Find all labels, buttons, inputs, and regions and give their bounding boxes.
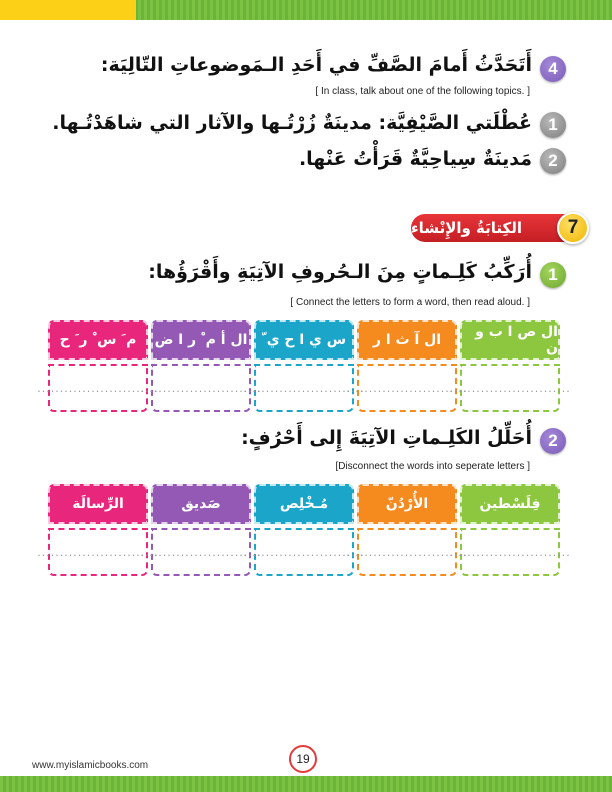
card-word: مُـخْلِص [254, 484, 354, 524]
exercise-instruction-english: [ Connect the letters to form a word, then read aloud. ] [290, 297, 530, 308]
topic-number-badge: 1 [540, 112, 566, 138]
answer-field[interactable]: ........................... [357, 528, 457, 576]
answer-field[interactable]: ........................... [254, 528, 354, 576]
word-card [346, 484, 468, 578]
letter-card [449, 320, 571, 414]
answer-field[interactable]: ........................... [48, 528, 148, 576]
task-instruction-arabic: أَتَحَدَّثُ أَمامَ الصَّفِّ في أَحَدِ الـمَوضوعاتِ التّالِيَة: [100, 54, 532, 76]
topic-text: مَدينَةٌ سِياحِيَّةٌ قَرَأْتُ عَنْها. [298, 148, 532, 170]
answer-field[interactable]: ........................... [254, 364, 354, 412]
card-letters: ال آ ث ا ر [357, 320, 457, 360]
answer-field[interactable]: ........................... [151, 528, 251, 576]
answer-field[interactable]: ........................... [48, 364, 148, 412]
topic-number-badge: 2 [540, 148, 566, 174]
card-word: صَديق [151, 484, 251, 524]
word-card [37, 484, 159, 578]
letter-card [140, 320, 262, 414]
exercise-instruction-arabic: أُرَكِّبُ كَلِـماتٍ مِنَ الـحُروفِ الآتِيَةِ وأَقْرَؤُها: [148, 261, 532, 283]
card-word: الرِّسالَة [48, 484, 148, 524]
card-letters: ال ص ا ب و ن [460, 320, 560, 360]
card-letters: ال أ م ْ ر ا ض [151, 320, 251, 360]
exercise-instruction-arabic: أُحَلِّلُ الكَلِـماتِ الآتِيَةَ إِلى أَحْرُفٍ: [241, 427, 532, 449]
answer-field[interactable]: ........................... [151, 364, 251, 412]
section-title-pill [411, 214, 571, 242]
task-number-badge: 4 [540, 56, 566, 82]
word-card [140, 484, 262, 578]
card-word: الأُرْدُنّ [357, 484, 457, 524]
answer-field[interactable]: ........................... [357, 364, 457, 412]
section-header [411, 212, 591, 244]
top-decorative-bar [0, 0, 612, 20]
section-title: الكِتابَةُ والإِنْشاء [411, 219, 523, 237]
card-letters: س ي ا ح ي ّ [254, 320, 354, 360]
letter-card [346, 320, 468, 414]
task-instruction-english: [ In class, talk about one of the following topics. ] [315, 86, 530, 97]
word-card [449, 484, 571, 578]
letter-card [37, 320, 159, 414]
topic-text: عُطْلَتي الصَّيْفِيَّة: مدينَةٌ زُرْتُـها والآثار التي شاهَدْتُـها. [52, 112, 532, 134]
exercise-number-badge: 1 [540, 262, 566, 288]
page-number: 19 [289, 745, 317, 773]
section-number-badge: 7 [557, 212, 589, 244]
exercise-number-badge: 2 [540, 428, 566, 454]
answer-field[interactable]: ........................... [460, 528, 560, 576]
bottom-decorative-bar [0, 776, 612, 792]
exercise-instruction-english: [Disconnect the words into seperate letters ] [335, 461, 530, 472]
top-bar-yellow-segment [0, 0, 136, 20]
letter-card [243, 320, 365, 414]
answer-field[interactable]: ........................... [460, 364, 560, 412]
footer-website-link[interactable]: www.myislamicbooks.com [32, 760, 149, 771]
card-word: فِلَسْطين [460, 484, 560, 524]
word-card [243, 484, 365, 578]
card-letters: م َ س ْ ر َ ح [48, 320, 148, 360]
